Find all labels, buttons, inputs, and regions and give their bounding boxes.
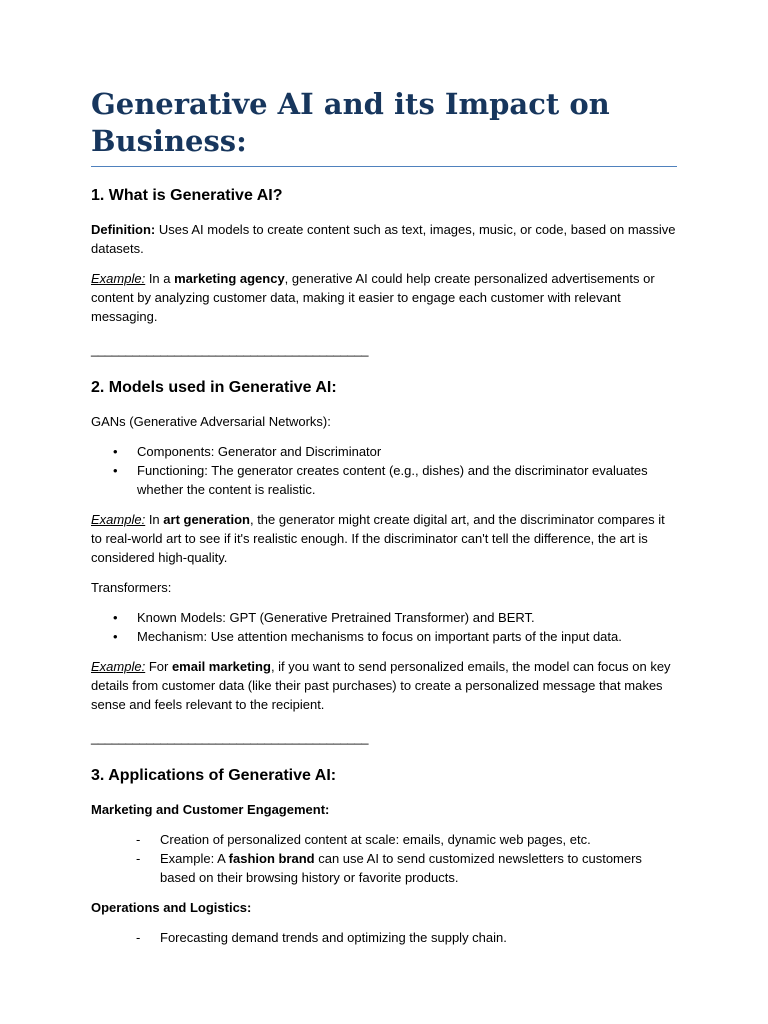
example-label: Example: — [91, 659, 146, 674]
example-text-pre: In — [145, 512, 164, 527]
list-item: • Components: Generator and Discriminator — [91, 442, 677, 461]
list-item: • Functioning: The generator creates content (e.g., dishes) and the discriminator evaluates whether the content is realistic. — [91, 461, 677, 499]
example-text-pre: For — [145, 659, 172, 674]
example-text-post: , the generator might create digital art, and the discriminator compares it to real-world art to see if it's realistic enough. If the discriminator can't tell the difference, the art is considered high-quality. — [91, 512, 665, 565]
definition-label: Definition: — [91, 222, 156, 237]
example-label: Example: — [91, 512, 146, 527]
list-item: - Creation of personalized content at scale: emails, dynamic web pages, etc. — [91, 830, 677, 849]
list-item — [91, 849, 677, 887]
definition-paragraph — [91, 220, 677, 258]
document-body — [91, 86, 677, 958]
transformers-list — [91, 608, 677, 646]
marketing-list — [91, 830, 677, 887]
operations-list — [91, 928, 677, 947]
section-heading-models: 2. Models used in Generative AI: — [91, 379, 337, 396]
document-title: Generative AI and its Impact on Business: — [91, 86, 677, 167]
example-text-post: , if you want to send personalized emails, the model can focus on key details from customer data (like their past purchases) to create a personalized message that makes sense and feels relevant to the recipient. — [91, 659, 671, 712]
section-heading-applications: 3. Applications of Generative AI: — [91, 767, 337, 784]
list-item: • Mechanism: Use attention mechanisms to focus on important parts of the input data. — [91, 627, 677, 646]
operations-subheading: Operations and Logistics: — [91, 900, 252, 915]
list-item-text-pre: Example: A — [160, 851, 229, 866]
transformers-label: Transformers: — [91, 580, 172, 595]
example-text-bold: marketing agency — [174, 271, 285, 286]
example-text-post: , generative AI could help create personalized advertisements or content by analyzing customer data, making it easier to engage each customer with relevant messaging. — [91, 271, 655, 324]
marketing-subheading: Marketing and Customer Engagement: — [91, 802, 330, 817]
list-item: - Forecasting demand trends and optimizing the supply chain. — [91, 928, 677, 947]
horizontal-rule-1: ________________________________________ — [91, 342, 369, 357]
section-heading-what-is: 1. What is Generative AI? — [91, 187, 283, 204]
definition-text: Uses AI models to create content such as text, images, music, or code, based on massive datasets. — [91, 222, 676, 256]
example-paragraph-art-generation — [91, 510, 677, 567]
list-item-text-bold: fashion brand — [228, 851, 315, 866]
example-text-pre: In a — [145, 271, 175, 286]
list-item-text-post: can use AI to send customized newsletters to customers based on their browsing history or favorite products. — [160, 851, 642, 885]
example-paragraph-email-marketing — [91, 657, 677, 714]
list-item: • Known Models: GPT (Generative Pretrained Transformer) and BERT. — [91, 608, 677, 627]
example-text-bold: art generation — [163, 512, 250, 527]
example-paragraph-marketing-agency — [91, 269, 677, 326]
example-label: Example: — [91, 271, 146, 286]
gans-label: GANs (Generative Adversarial Networks): — [91, 414, 331, 429]
example-text-bold: email marketing — [171, 659, 271, 674]
horizontal-rule-2: ________________________________________ — [91, 730, 369, 745]
gans-list — [91, 442, 677, 499]
